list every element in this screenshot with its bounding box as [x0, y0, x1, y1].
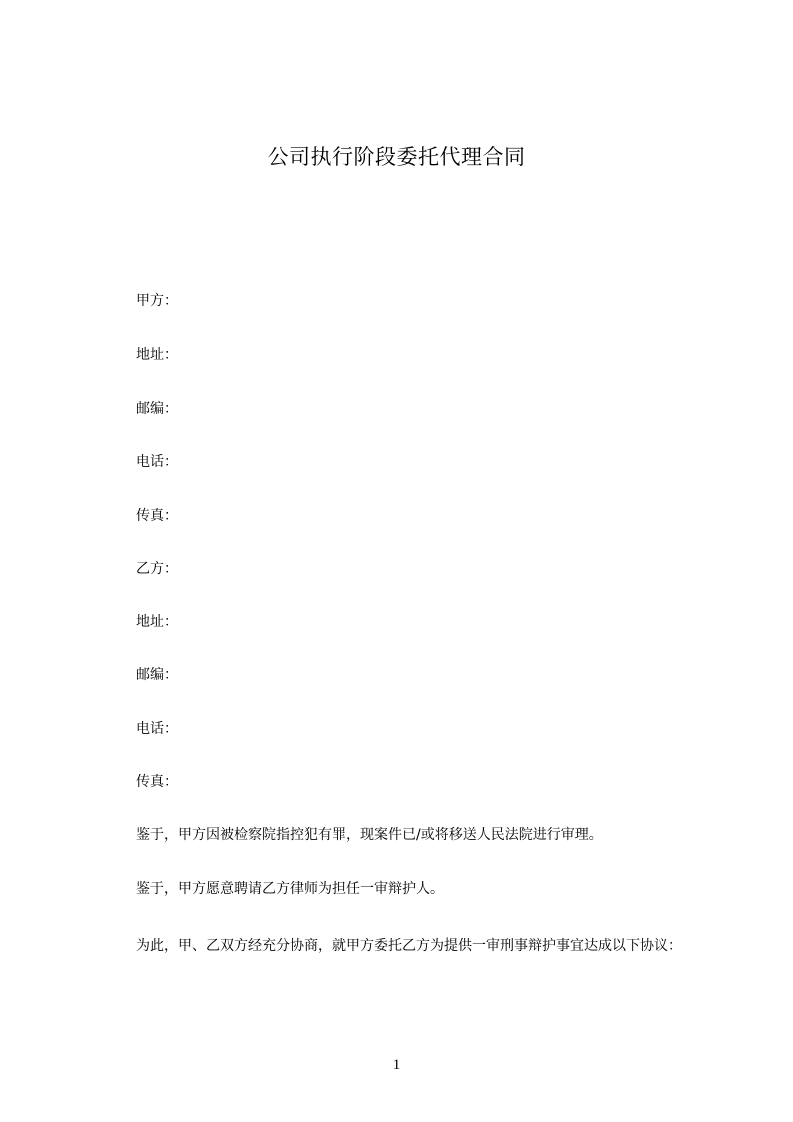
party-a-address-label: 地址： — [136, 347, 178, 363]
agreement-intro-text: 为此，甲、乙双方经充分协商，就甲方委托乙方为提供一审刑事辩护事宜达成以下协议： — [136, 938, 682, 954]
party-a-phone-label: 电话： — [136, 454, 178, 470]
party-a-fax-label: 传真： — [136, 508, 178, 524]
party-a-postcode-label: 邮编： — [136, 401, 178, 417]
party-b-phone-label: 电话： — [136, 721, 178, 737]
recital-1: 鉴于，甲方因被检察院指控犯有罪，现案件已/或将移送人民法院进行审理。 — [136, 827, 603, 843]
recital-2: 鉴于，甲方愿意聘请乙方律师为担任一审辩护人。 — [136, 881, 444, 897]
party-b-address-label: 地址： — [136, 614, 178, 630]
party-b-name-label: 乙方： — [136, 561, 178, 577]
page-number: 1 — [392, 1057, 401, 1073]
party-a-name-label: 甲方： — [136, 293, 178, 309]
document-title: 公司执行阶段委托代理合同 — [267, 145, 526, 169]
party-b-postcode-label: 邮编： — [136, 667, 178, 683]
party-b-fax-label: 传真： — [136, 774, 178, 790]
agreement-intro-paragraph — [116, 932, 716, 961]
